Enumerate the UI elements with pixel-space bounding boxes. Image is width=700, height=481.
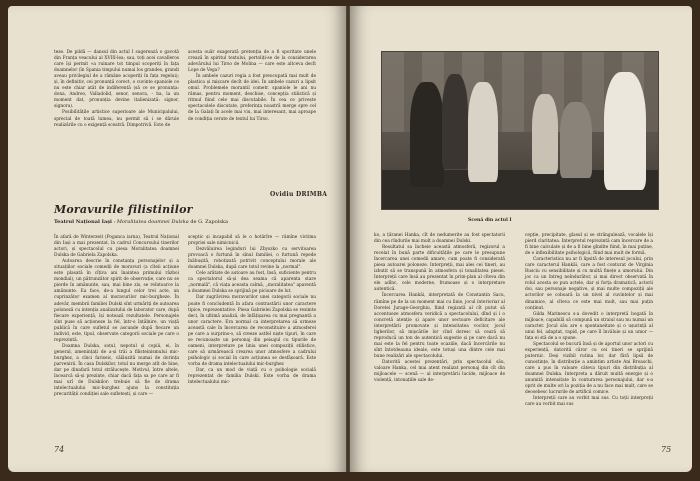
paragraph: Cele arătate de autoare au fost, însă, suficiente pentru ca spectatorul să-și dea seama că aparenta stare „normală", că viața aceasta calmă, „moralitatea" aparentă a doamnei Dulska se sprijină pe picioare de lut. — [188, 271, 316, 295]
stage-photo — [381, 51, 659, 210]
actor-figure — [442, 74, 468, 169]
paragraph: Interpreții care au vorbit mai sus. Cu toții interpreții care au vorbit mai sus — [525, 396, 653, 408]
right-column-1 — [374, 233, 505, 384]
paragraph: Posibilitățile artistice superioare ale Municipalului, sprecial de toată lumea, nu permit să i se dăruie realizările cu o exigență sceatră. Dimpotrivă. Este de — [54, 110, 179, 128]
paragraph: cepție, precipitate, glasul și se străngulează, vocalele își pierd claritatea. Interpretul reprezintă cam încercare de a fi bine calculate și de a fi bine gîndite fiind, în mai puține, de o inflexibilitate psihologică, fiind mai mult de formă. — [525, 233, 653, 257]
actor-figure — [604, 72, 646, 190]
section-subtitle — [54, 219, 228, 225]
section-title: Moravurile filistinilor — [54, 203, 193, 216]
left-column-4 — [188, 235, 316, 386]
paragraph: În afară de Winterzeit (Poganca iarna), Teatrul Național din Iași a mai prezentat, în cadrul Concursului tinerilor actori, și spectacolul cu piesa Moralitatea doamnei Dulska de Gabriela Zapolska. — [54, 235, 179, 259]
paragraph: Dar zugrăvirea moravurilor unei categorii sociale nu poate fi concludentă în afara contrastării unor caractere tipice, reprezentative. Piesa Gabrielei Zapolska se resimte deci, în ultimă analiză, de înfățișarea cu mai pregnantă a unor caractere. Era normal ca interpretarea să urmeze această cale în încercarea de reconstituire a atmosferei pe care a surprins-o, să creeze astfel niște tipuri, în care se recunoaște un personaj din peisajul cu tipurile de oameni, interpretare pe linia unei compoziții stilistice, care să urmărească crearea unor atmosfere a cadrului psihologic și social în care acțiunea se desfășoară. Este vorba de drama intelectualului mic-burghez — [188, 295, 316, 367]
paragraph: Resultatul sa încheie această atmosferă, regizorul a recelat în bună parte dificultățile pe care le presupune încercarea unei comedii amare, cum poate fi considerată piesa autoarei poloneze. Interpreții, mai ales cei tineri, au izbutit să se transpună în atmosfera și tonalitatea piesei. Interpreții care însă au prezentat în prim-plan al cîteva din ele adînc, cele moderne, frumoase și o interpretare autentică. — [374, 245, 505, 293]
left-column-2 — [188, 50, 316, 123]
actor-figure — [560, 102, 592, 178]
paragraph: Caracteristica nu ar fi lipsită de interesul jocului, prin care caracterul Hankăi, care a fost conturat de Virginia Rusciu cu sensibilitate și cu multă finețe a umorului. Din joc ca un întreg neîndurător, și mai direct observată în rolul acesta se pun actele, dar și forța dramatică, actorii doi, sau personaje negative, și mai multe compoziții ale actorilor se coboară la un nivel al cuvintelor și mai dinamice, al cîteva ce este mai mult, sau mai puțin conținut. — [525, 257, 653, 311]
paragraph: ko, a țăranei Hanka, cît de nedumerite au fost spectatorii din cea rîndurile mai mult a doamnei Dulski. — [374, 233, 505, 245]
right-page — [350, 6, 692, 472]
left-page — [8, 6, 346, 472]
right-column-2 — [525, 233, 653, 408]
paragraph: Încercarea Hankăi, interpretată de Constantin Sacu, rămîne pe de la un moment mai cu linie, jocul interioriar al Doretei Jurage-Georghiu, fiind regizată al cît putut să accentueze atmosfera veridică a spectacolului, dînd și i o concretă atenție și apare unor sectoare deficitare ale interpretării promovate și intensitatea vocilor, jocul ligherilor, să mișcările lor cînd doresc să ceară să reproducă un ton de autentică sugestie și pe care dacă nu mai este la fel pentru toate ocaziile, dacă încercările nu sînt întotdeauna ideale, este totuși una dintre cele mai bune realizări ale spectacolului. — [374, 293, 505, 359]
paragraph: Doamna Dulska, soțul, nepotul și copiii, ei, în general, amenințați de a-și trăi a filisteinismului mic-burghez, a cînci fariseic, călăuzită numai de dorința parvenirii. În casa Dulskilor, totul nu merge atît de bine, dar pe dinafară totul strălucește. Motivul, între altele, încearcă să-și prezinte, chiar dacă fața sa pe care ar fi mai urî de Dulskilor: trebuie să fie de drama intelectualului mic-burghez ajuns la constituția precarității condiției sale sufletești, și care — — [54, 343, 179, 398]
actor-figure — [468, 82, 498, 182]
paragraph: Autoarea descrie în constanța personajelor și a situațiilor sociale comedii de moravuri (a cîteii acțiune este plasată în cîțiva ani înaintea primului război mondial), un pătrunzător spirit de observație, care nu se pierde în amănunte, sau, mai bine zis, se reîntoarce la amănunte. Ea face, de-a lungul celor trei acte, un cuprinzător examen al moravurilor mic-burgheze. În adevăr, membrii familiei Dulski sînt urmăriți de autoarea polonezâ cu intenția analizatului de laborator care, după fiecare experiență, își notează rezultatele. Personajele sînt puse să acționeze la fel, într-o întâlnire, un viață publică în care sufletul se ascunde după fiecare un individ, este, tipul, observate categorii sociale pe care o reprezintă. — [54, 259, 179, 343]
paragraph: În ambele cazuri regia a fost preocupată mai mult de plastica și mișcare decît de idei. În ambele cazuri a lipsit omul. Problemele morantil cometr. spaniole le ani nu rămas, pentru moment, deschise, concepția stilistică și ritmul fiind cele mai discutabile. În cea ce privește spectacolele discutate, preferința noastră merge spre cel de la Galați în acele mai viu, mai interesant, mai aproape de condiția cerute de textul lui Tirso. — [188, 74, 316, 122]
paragraph: sceptic și incapabil să le o hotărîre — rămîne victima propriei sale nimicnicii. — [188, 235, 316, 247]
paragraph: Spectacolul se bucură însă și de aportul unor actori cu experiență, datorită căror cu cei tineri se sprijină puternic. Deși vizibil rutina lor, dar fără lipsă de cunoștințe, în distribuție a amintim artiste Ani Broaschi, care a pus în valoare câteva tipuri din distribuția al doamnei Dulska. Interpreta a dăruit multă energie și o anumită intensitate în conturarea personajului, dar s-a oprit de multe ori la poziția de a nu face mai mult, care se deosebesc lucrurile de artificii comice. — [525, 341, 653, 396]
page-number-left: 74 — [54, 445, 65, 454]
photo-caption: Scenă din actul I — [468, 218, 512, 223]
paragraph: Dezvăluirea leginduri lui Zbyszko cu servitoarea provoacă o furtună în sînul familiei, o furtună repede înăbușită, robotizată potrivit conceptului morale ale doamnei Dulska, după care totul revine la „normal". — [188, 247, 316, 271]
paragraph: Dar, ca un mod de viață cu o psihologie socială reprezentat de familia Dulski. Este vorba de drama intelectualului mic- — [188, 368, 316, 386]
subtitle-separator: : — [113, 219, 117, 225]
paragraph: Datorită acestei prezentări, prin spectacolul său, valoare Hanka, cel mai atent realizat personaj din cît din mijloacele — scenă — al interpretării lucide, mijloace de violență, intonațiile sale de- — [374, 359, 505, 384]
subtitle-author: de G. Zapolska — [190, 219, 228, 225]
left-column-1 — [54, 50, 179, 129]
subtitle-theatre: Teatrul Național Iași — [54, 219, 112, 225]
actor-figure — [410, 82, 444, 187]
subtitle-play: Moralitatea doamnei Dulska — [116, 219, 189, 225]
left-column-3 — [54, 235, 179, 398]
paragraph: teze. De pildă — dansul din actul I sugerează o gavotă din Franța veacului al XVIII-lea; sau, toți acei cavalleros care își permit »a ruinare tot timpul scoperiți în fața doamnelor (în Spania timpului numai los grandes, grandi aveau privilegiul de a rămâne acoperiți în fața regelui); și, în definitiv, cei pronunță corect, o cuvinte spaniole ce nu este chiar atât de indiferentă (să ce se pronunța: dona, Andreo, Valladolid, senor, senora, - ba, la un moment dat, pronunția devine italienizată: signor, signora). — [54, 50, 179, 110]
actor-figure — [532, 94, 558, 174]
paragraph: Gilda Marinescu s-a dovedit o interpretă bogată în mijloace, capabilă să compună un straiul sau nu numai un caracter. Jocul său are o spontaneitate și o ușurință al unui fel, adaptat, rapid, pe care îl învăluie și un umor — fața ei stă de a o spune. — [525, 311, 653, 341]
author-signature: Ovidiu DRIMBA — [270, 191, 328, 198]
paragraph: acesta ouăr exagerată pretenția de a fi sporitate unele crează în spiritul textului, pertoliți-se de la considerarea adevărului lui Tirso de Molina — care este altceva decît Lope de Vega? — [188, 50, 316, 74]
page-number-right: 75 — [661, 445, 672, 454]
